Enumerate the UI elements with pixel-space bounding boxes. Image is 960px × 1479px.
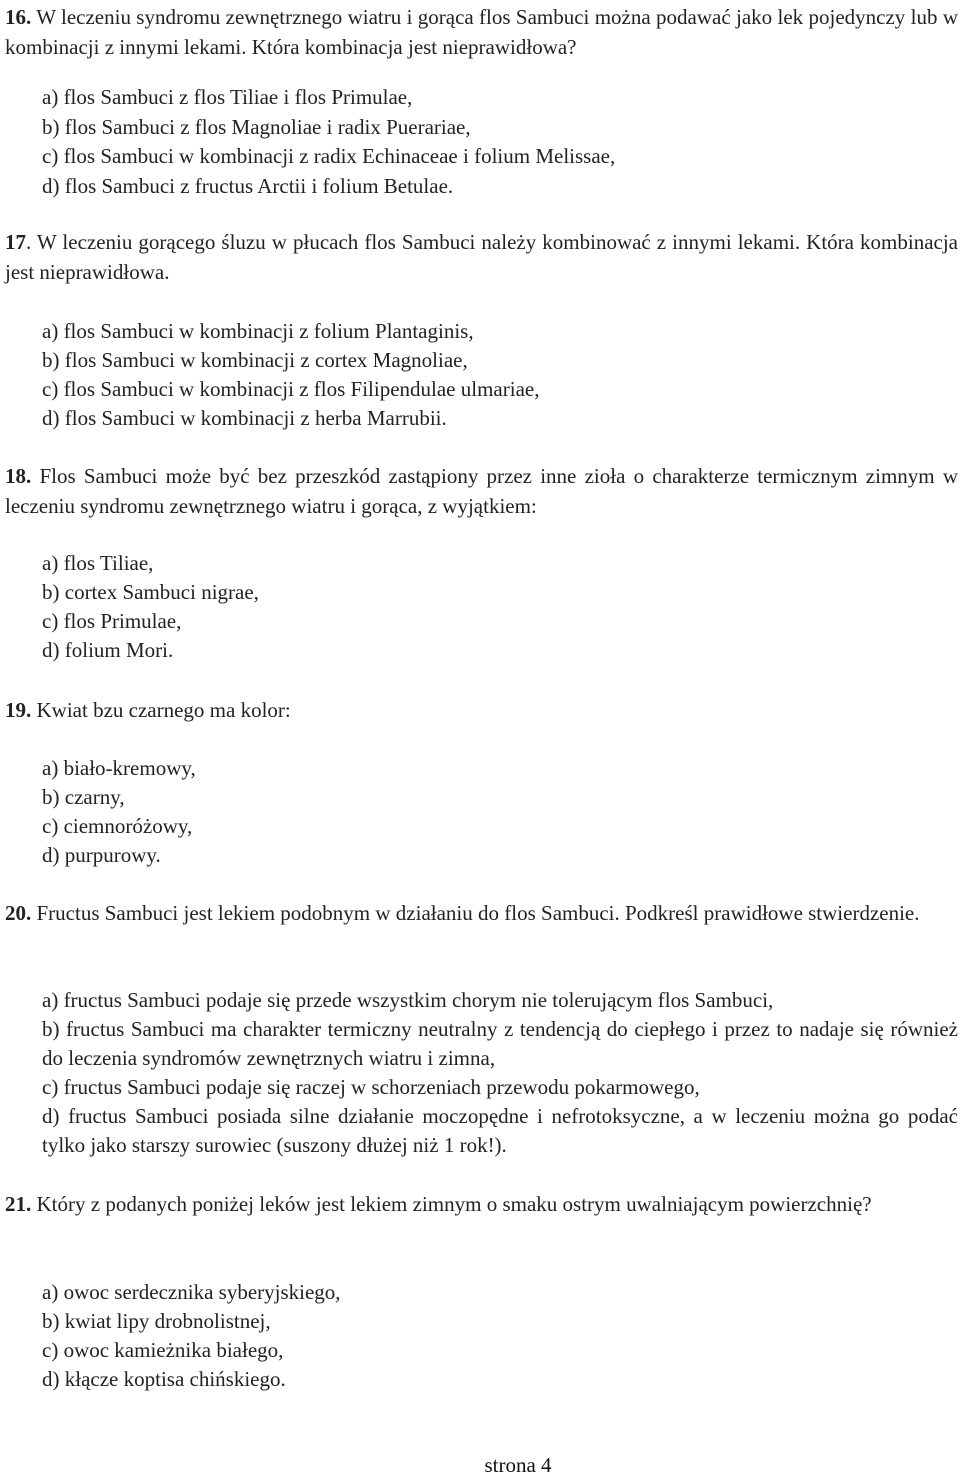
question-body: W leczeniu syndromu zewnętrznego wiatru i gorąca flos Sambuci można podawać jako lek pojedynczy lub w kombinacji z innymi lekami. Która kombinacja jest nieprawidłowa? [5, 5, 958, 59]
question-number: 17 [5, 230, 26, 254]
question-body: Flos Sambuci może być bez przeszkód zastąpiony przez inne zioła o charakterze termicznym zimnym w leczeniu syndromu zewnętrznego wiatru i gorąca, z wyjątkiem: [5, 464, 958, 518]
question-number: 21. [5, 1192, 32, 1216]
question-body: Kwiat bzu czarnego ma kolor: [36, 698, 291, 722]
answer-option: a) owoc serdecznika syberyjskiego, [42, 1280, 341, 1304]
question-18-text [5, 461, 958, 521]
answer-option: b) cortex Sambuci nigrae, [42, 580, 259, 604]
question-20-options [42, 986, 958, 1160]
question-19-options [42, 754, 958, 870]
answer-option: d) folium Mori. [42, 638, 174, 662]
answer-option: c) fructus Sambuci podaje się raczej w schorzeniach przewodu pokarmowego, [42, 1075, 700, 1099]
question-number: 20. [5, 901, 32, 925]
answer-option: c) flos Sambuci w kombinacji z radix Echinaceae i folium Melissae, [42, 144, 616, 168]
answer-option: d) kłącze koptisa chińskiego. [42, 1367, 286, 1391]
answer-option: c) flos Sambuci w kombinacji z flos Filipendulae ulmariae, [42, 377, 540, 401]
answer-option: a) biało-kremowy, [42, 756, 196, 780]
answer-option: b) fructus Sambuci ma charakter termiczny neutralny z tendencją do ciepłego i przez to nadaje się również do leczenia syndromów zewnętrznych wiatru i zimna, [42, 1017, 958, 1070]
answer-option: a) flos Sambuci z flos Tiliae i flos Primulae, [42, 85, 413, 109]
question-21-text [5, 1189, 958, 1219]
question-17-text [5, 227, 958, 287]
answer-option: d) flos Sambuci w kombinacji z herba Marrubii. [42, 406, 447, 430]
question-body: Fructus Sambuci jest lekiem podobnym w działaniu do flos Sambuci. Podkreśl prawidłowe stwierdzenie. [36, 901, 920, 925]
question-17-options [42, 317, 958, 433]
question-body: . W leczeniu gorącego śluzu w płucach flos Sambuci należy kombinować z innymi lekami. Która kombinacja jest nieprawidłowa. [5, 230, 958, 284]
answer-option: b) czarny, [42, 785, 125, 809]
question-21-options [42, 1278, 958, 1394]
question-number: 18. [5, 464, 32, 488]
answer-option: c) ciemnoróżowy, [42, 814, 193, 838]
question-18-options [42, 549, 958, 665]
answer-option: b) flos Sambuci z flos Magnoliae i radix Puerariae, [42, 114, 471, 139]
question-19-text [5, 695, 958, 725]
answer-option: d) fructus Sambuci posiada silne działanie moczopędne i nefrotoksyczne, a w leczeniu można go podać tylko jako starszy surowiec (suszony dłużej niż 1 rok!). [42, 1104, 958, 1157]
question-20-text [5, 898, 958, 928]
answer-option: b) flos Sambuci w kombinacji z cortex Magnoliae, [42, 348, 468, 372]
answer-option: b) kwiat lipy drobnolistnej, [42, 1309, 271, 1333]
answer-option: d) purpurowy. [42, 843, 161, 867]
answer-option: a) fructus Sambuci podaje się przede wszystkim chorym nie tolerującym flos Sambuci, [42, 988, 774, 1012]
answer-option: c) owoc kamieżnika białego, [42, 1338, 284, 1362]
question-16-options [42, 83, 958, 201]
answer-option: c) flos Primulae, [42, 609, 182, 633]
question-body: Który z podanych poniżej leków jest lekiem zimnym o smaku ostrym uwalniającym powierzchnię? [36, 1192, 872, 1216]
question-number: 16. [5, 5, 32, 29]
answer-option: d) flos Sambuci z fructus Arctii i folium Betulae. [42, 173, 454, 198]
page-number: strona 4 [484, 1453, 552, 1477]
answer-option: a) flos Sambuci w kombinacji z folium Plantaginis, [42, 319, 474, 343]
question-16-text [5, 2, 958, 62]
answer-option: a) flos Tiliae, [42, 551, 154, 575]
question-number: 19. [5, 698, 32, 722]
